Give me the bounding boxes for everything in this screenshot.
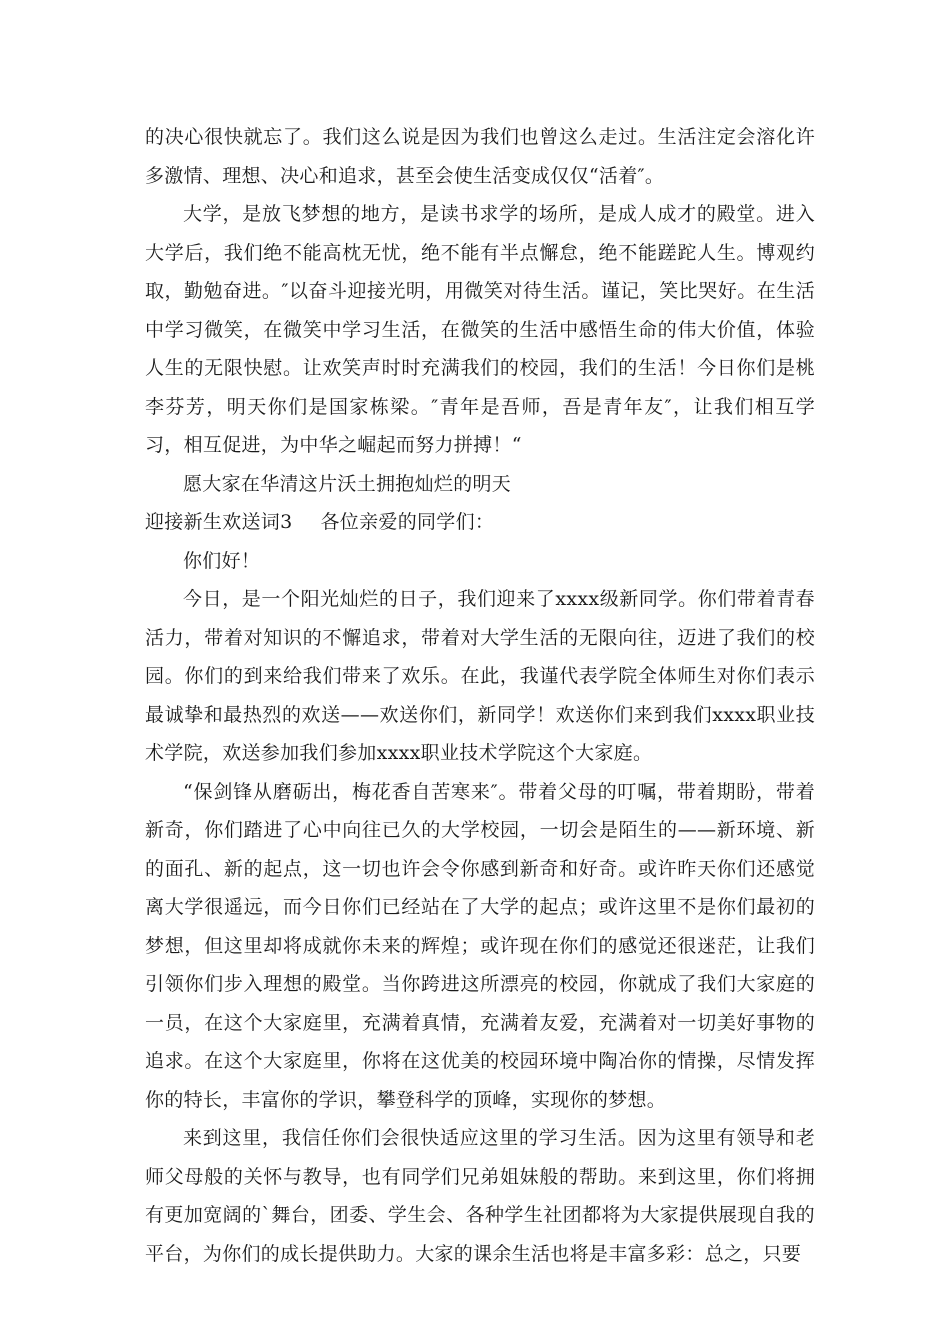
paragraph-welcome: 今日，是一个阳光灿烂的日子，我们迎来了xxxx级新同学。你们带着青春活力，带着对知识的不懈追求，带着对大学生活的无限向往，迈进了我们的校园。你们的到来给我们带来了欢乐。在此，我谨代表学院全体师生对你们表示最诚挚和最热烈的欢送——欢送你们，新同学！欢送你们来到我们xxxx职业技术学院，欢送参加我们参加xxxx职业技术学院这个大家庭。 (145, 588, 815, 764)
greeting: 你们好！ (183, 549, 261, 572)
paragraph-continuation: 的决心很快就忘了。我们这么说是因为我们也曾这么走过。生活注定会溶化许多激情、理想、决心和追求，甚至会使生活变成仅仅“活着″。 (145, 126, 815, 187)
paragraph-closing-wish: 愿大家在华清这片沃土拥抱灿烂的明天 (183, 472, 512, 495)
paragraph-university: 大学，是放飞梦想的地方，是读书求学的场所，是成人成才的殿堂。进入大学后，我们绝不能高枕无忧，绝不能有半点懈怠，绝不能蹉跎人生。博观约取，勤勉奋进。″以奋斗迎接光明，用微笑对待生活。谨记，笑比哭好。在生活中学习微笑，在微笑中学习生活，在微笑的生活中感悟生命的伟大价值，体验人生的无限快慰。让欢笑声时时充满我们的校园，我们的生活！今日你们是桃李芬芳，明天你们是国家栋梁。″青年是吾师，吾是青年友″，让我们相互学习，相互促进，为中华之崛起而努力拼搏！“ (145, 203, 815, 456)
section-title: 迎接新生欢送词3 (145, 511, 293, 533)
section-heading-line (145, 503, 815, 542)
paragraph-campus-life: 来到这里，我信任你们会很快适应这里的学习生活。因为这里有领导和老师父母般的关怀与教导，也有同学们兄弟姐妹般的帮助。来到这里，你们将拥有更加宽阔的`舞台，团委、学生会、各种学生社团都将为大家提供展现自我的平台，为你们的成长提供助力。大家的课余生活也将是丰富多彩：总之，只要 (145, 1127, 815, 1265)
paragraph-new-beginning: “保剑锋从磨砺出，梅花香自苦寒来″。带着父母的叮嘱，带着期盼，带着新奇，你们踏进了心中向往已久的大学校园，一切会是陌生的——新环境、新的面孔、新的起点，这一切也许会令你感到新奇和好奇。或许昨天你们还感觉离大学很遥远，而今日你们已经站在了大学的起点；或许这里不是你们最初的梦想，但这里却将成就你未来的辉煌；或许现在你们的感觉还很迷茫，让我们引领你们步入理想的殿堂。当你跨进这所漂亮的校园，你就成了我们大家庭的一员，在这个大家庭里，充满着真情，充满着友爱，充满着对一切美好事物的追求。在这个大家庭里，你将在这优美的校园环境中陶冶你的情操，尽情发挥你的特长，丰富你的学识，攀登科学的顶峰，实现你的梦想。 (145, 780, 815, 1111)
document-body (145, 118, 815, 1273)
salutation: 各位亲爱的同学们： (320, 511, 495, 533)
